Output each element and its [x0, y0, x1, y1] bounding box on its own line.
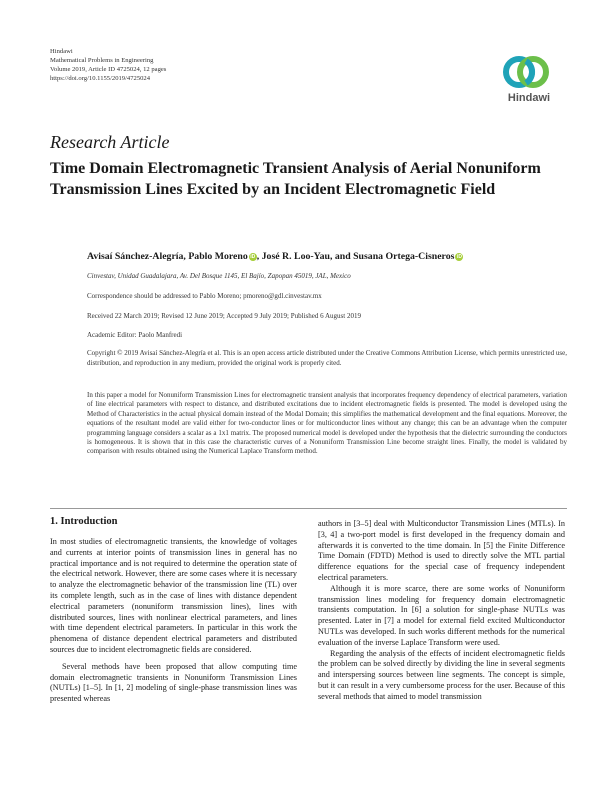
- author-list: [87, 251, 567, 262]
- divider: [50, 508, 567, 509]
- paragraph: Several methods have been proposed that allow computing time domain electromagnetic transients in Nonuniform Transmission Lines (NUTLs) [1–5]. In [1, 2] modeling of single-phase transmission lines was presented whereas: [50, 661, 297, 704]
- orcid-icon[interactable]: iD: [250, 254, 256, 260]
- paragraph: authors in [3–5] deal with Multiconductor Transmission Lines (MTLs). In [3, 4] a two-port model is first developed in the frequency domain and afterwards it is converted to the time domain. In [5] the Finite Difference Time Domain (FDTD) Method is used to directly solve the MTL partial difference equations for the special case of frequency independent electrical parameters.: [318, 519, 565, 582]
- publisher-name: Hindawi: [50, 48, 73, 55]
- journal-header: [50, 47, 166, 83]
- author-name: , José R. Loo-Yau, and Susana Ortega-Cisneros: [256, 251, 455, 262]
- correspondence: Correspondence should be addressed to Pablo Moreno; pmoreno@gdl.cinvestav.mx: [87, 292, 322, 300]
- affiliation: Cinvestav, Unidad Guadalajara, Av. Del Bosque 1145, El Bajío, Zapopan 45019, JAL, Mexico: [87, 272, 351, 280]
- paragraph: In most studies of electromagnetic transients, the knowledge of voltages and currents at interior points of transmission lines in general has no practical importance and is not required to determine the operation state of the electrical network. However, there are some cases where it is necessary to analyze the electromagnetic behavior of the transmission line (TL) over its complete length, such as in the case of lines with distance dependent electrical parameters (nonuniform transmission lines), lines with distributed sources, lines with nonlinear electrical parameters, and lines with time dependent electrical parameters. In particular in this work the phenomena of distance dependent electrical parameters and distributed sources due to incident electromagnetic fields are considered.: [50, 537, 297, 654]
- paragraph: Although it is more scarce, there are some works of Nonuniform transmission lines modeling for frequency domain electromagnetic transients computation. In [6] a solution for single-phase NUTLs was presented. Later in [7] a model for external field excited Multiconductor NUTLs was developed. In such works different methods for the numerical evaluation of the inverse Laplace Transform were used.: [318, 583, 565, 647]
- logo-wordmark: Hindawi: [507, 92, 551, 104]
- orcid-icon[interactable]: iD: [456, 254, 462, 260]
- journal-doi[interactable]: https://doi.org/10.1155/2019/4725024: [50, 75, 151, 82]
- article-dates: Received 22 March 2019; Revised 12 June 2019; Accepted 9 July 2019; Published 6 August 2019: [87, 312, 361, 320]
- paper-title: Time Domain Electromagnetic Transient Analysis of Aerial Nonuniform Transmission Lines Excited by an Incident Electromagnetic Field: [50, 160, 541, 198]
- abstract: In this paper a model for Nonuniform Transmission Lines for electromagnetic transient analysis that incorporates frequency dependency of electrical parameters, variation of line electrical parameters with respect to distance, and distributed excitations due to incident electromagnetic fields is presented. The model is developed using the Method of Characteristics in the actual physical domain instead of the Modal Domain; this simplifies the mathematical development and the final equations. Moreover, the equations of the resultant model are valid either for two-conductor lines or for multiconductor lines without any change; this can be an advantage when the computer programming language considers a scalar as a 1x1 matrix. The proposed numerical model is developed under the hypothesis that the dielectric surrounding the conductors is homogeneous. It is shown that in this case the characteristic curves of a Nonuniform Transmission Line become straight lines. Finally, the model is validated by comparison with results obtained using the Numerical Laplace Transform method.: [87, 391, 567, 456]
- journal-volume: Volume 2019, Article ID 4725024, 12 pages: [50, 66, 167, 73]
- author-name[interactable]: Pablo Moreno: [188, 251, 248, 262]
- right-column: [318, 519, 565, 703]
- copyright-notice: Copyright © 2019 Avisaí Sánchez-Alegría et al. This is an open access article distributed under the Creative Commons Attribution License, which permits unrestricted use, distribution, and reproduction in any medium, provided the original work is properly cited.: [87, 349, 567, 367]
- academic-editor: Academic Editor: Paolo Manfredi: [87, 331, 183, 339]
- author-name: Avisaí Sánchez-Alegría,: [87, 251, 186, 262]
- journal-name: Mathematical Problems in Engineering: [50, 57, 154, 64]
- article-type: Research Article: [50, 132, 170, 152]
- section-heading: 1. Introduction: [50, 516, 118, 527]
- left-column: [50, 537, 297, 705]
- paragraph: Regarding the analysis of the effects of incident electromagnetic fields the problem can be solved directly by dividing the line in several segments and interspersing sources between line segments. The concept is simple, but it can result in a very cumbersome process for the user. Because of this several methods that aimed to model transmission: [318, 648, 565, 701]
